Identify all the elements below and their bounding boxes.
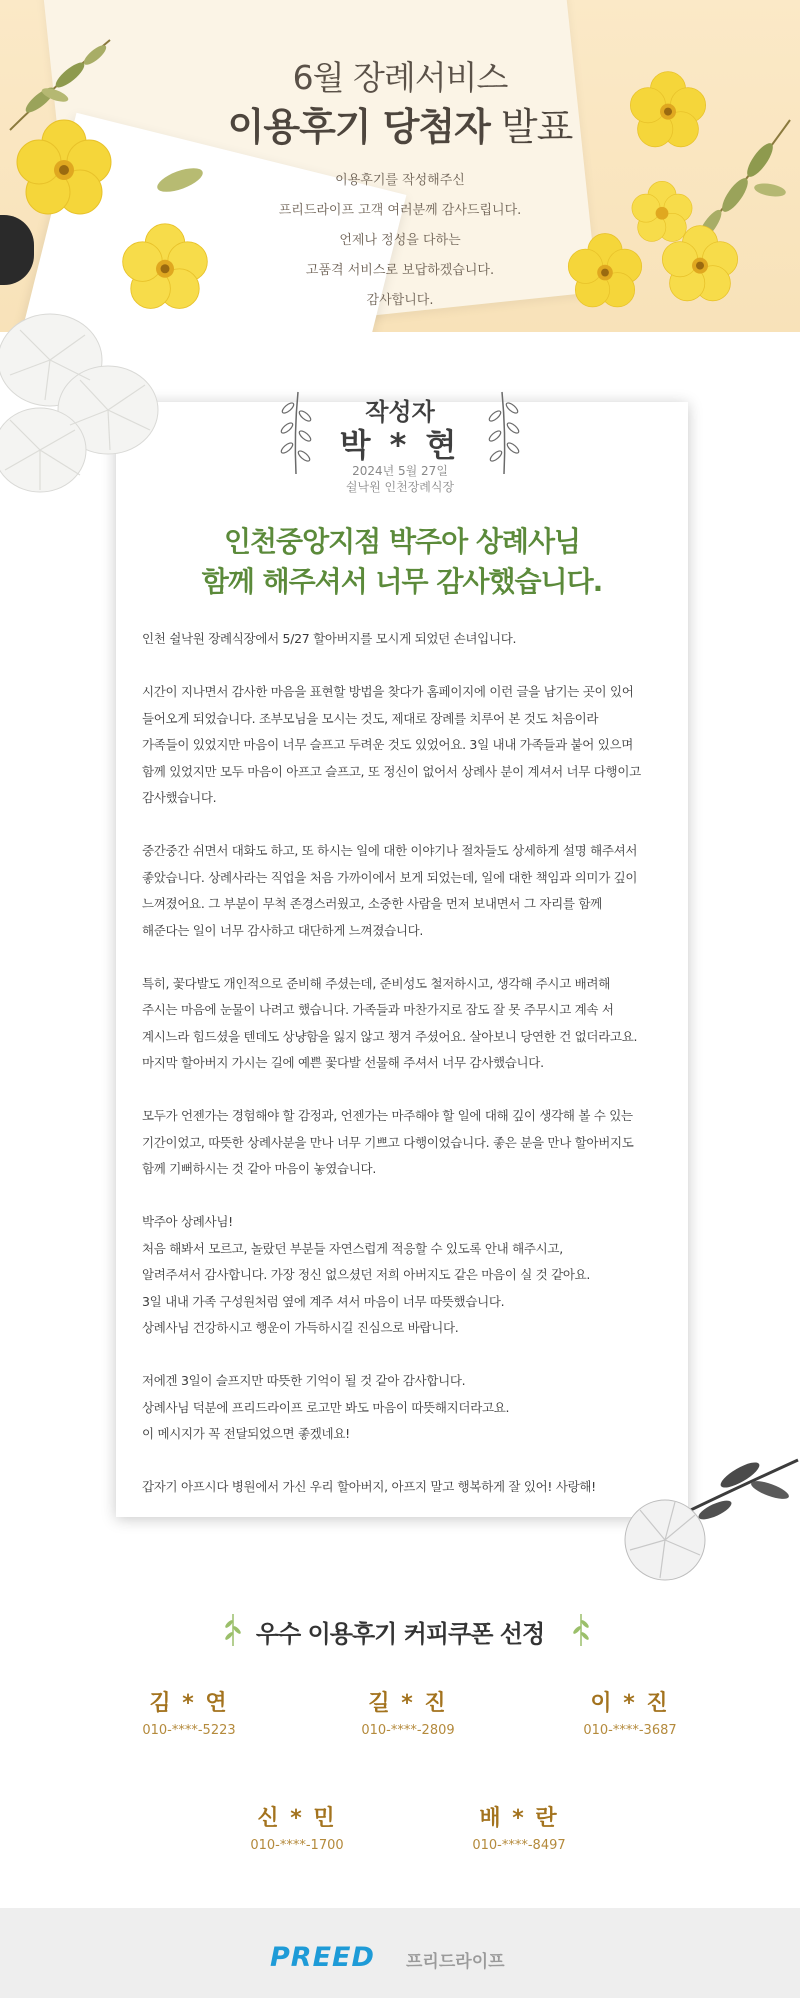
winner-name: 길 * 진 bbox=[368, 1691, 448, 1716]
winner-item bbox=[530, 1686, 730, 1738]
winner-item bbox=[89, 1686, 289, 1738]
writer-name: 박 * 현 bbox=[339, 426, 461, 464]
hero-message-line: 이용후기를 작성해주신 bbox=[335, 173, 465, 188]
winner-name: 김 * 연 bbox=[149, 1691, 229, 1716]
hero-title-line2 bbox=[0, 96, 800, 151]
headline-line1: 인천중앙지점 박주아 상례사님 bbox=[223, 525, 581, 558]
review-paragraph: 박주아 상례사님! 처음 해봐서 모르고, 놀랐던 부분들 자연스럽게 적응할 수 있도록 안내 해주시고, 알려주셔서 감사합니다. 가장 정신 없으셨던 저희 아버지도 같은 마음이 실 것 같아요. 3일 내내 가족 구성원처럼 옆에 계주 셔서 마음이 너무 따뜻했습니다. 상례사님 건강하시고 행운이 가득하시길 진심으로 바랍니다. bbox=[142, 1214, 591, 1335]
review-headline bbox=[116, 522, 688, 602]
hero-title-light: 발표 bbox=[489, 105, 573, 149]
winner-phone: 010-****-2809 bbox=[361, 1723, 455, 1738]
hero-message-line: 프리드라이프 고객 여러분께 감사드립니다. bbox=[278, 203, 522, 218]
review-meta bbox=[0, 463, 800, 495]
coupon-title: 우수 이용후기 커피쿠폰 선정 bbox=[255, 1620, 545, 1648]
chrysanthemum-branch-icon bbox=[620, 1440, 800, 1590]
hero-message-line: 감사합니다. bbox=[366, 293, 434, 308]
hero-message-line: 언제나 정성을 다하는 bbox=[339, 233, 461, 248]
logo-korean: 프리드라이프 bbox=[406, 1952, 505, 1972]
review-venue: 쉴낙원 인천장례식장 bbox=[345, 480, 455, 494]
headline-line2: 함께 해주셔서 너무 감사했습니다. bbox=[201, 565, 603, 598]
review-paragraph: 저에겐 3일이 슬프지만 따뜻한 기억이 될 것 같아 감사합니다. 상례사님 덕분에 프리드라이프 로고만 봐도 마음이 따뜻해지더라고요. 이 메시지가 꼭 전달되었으면 좋겠네요! bbox=[142, 1373, 510, 1441]
winner-name: 신 * 민 bbox=[257, 1806, 337, 1831]
hero-title-bold: 이용후기 당첨자 bbox=[227, 105, 490, 149]
review-paragraph: 인천 쉴낙원 장례식장에서 5/27 할아버지를 모시게 되었던 손녀입니다. bbox=[142, 631, 517, 646]
winner-phone: 010-****-8497 bbox=[472, 1838, 566, 1853]
review-paragraph: 중간중간 쉬면서 대화도 하고, 또 하시는 일에 대한 이야기나 절차들도 상세하게 설명 해주셔서 좋았습니다. 상례사라는 직업을 처음 가까이에서 보게 되었는데, 일에 대한 책임과 의미가 깊이 느껴졌어요. 그 부분이 무척 존경스러웠고, 소중한 사람을 먼저 보내면서 그 자리를 함께 해준다는 일이 너무 감사하고 대단하게 느껴졌습니다. bbox=[142, 843, 638, 938]
review-paragraph: 갑자기 아프시다 병원에서 가신 우리 할아버지, 아프지 말고 행복하게 잘 있어! 사랑해! bbox=[142, 1479, 596, 1494]
winner-phone: 010-****-5223 bbox=[142, 1723, 236, 1738]
review-paragraph: 모두가 언젠가는 경험해야 할 감정과, 언젠가는 마주해야 할 일에 대해 깊이 생각해 볼 수 있는 기간이었고, 따뜻한 상례사분을 만나 너무 기쁘고 다행이었습니다. 좋은 분을 만나 할아버지도 함께 기뻐하시는 것 같아 마음이 놓였습니다. bbox=[142, 1108, 634, 1176]
winner-item bbox=[419, 1801, 619, 1853]
hero-message bbox=[0, 166, 800, 316]
review-paragraph: 시간이 지나면서 감사한 마음을 표현할 방법을 찾다가 홈페이지에 이런 글을 남기는 곳이 있어 들어오게 되었습니다. 조부모님을 모시는 것도, 제대로 장례를 치루어 본 것도 처음이라 가족들이 있었지만 마음이 너무 슬프고 두려운 것도 있었어요. 3일 내내 가족들과 붙어 있으며 함께 있었지만 모두 마음이 아프고 슬프고, 또 정신이 없어서 상례사 분이 계셔서 너무 다행이고 감사했습니다. bbox=[142, 684, 641, 805]
review-date: 2024년 5월 27일 bbox=[352, 464, 448, 478]
hero-banner bbox=[0, 0, 800, 332]
winner-item bbox=[197, 1801, 397, 1853]
hero-message-line: 고품격 서비스로 보답하겠습니다. bbox=[305, 263, 495, 278]
hero-title-line1: 6월 장례서비스 bbox=[292, 58, 508, 97]
winner-phone: 010-****-3687 bbox=[583, 1723, 677, 1738]
review-body bbox=[142, 626, 670, 1527]
winner-item bbox=[308, 1686, 508, 1738]
winner-name: 배 * 란 bbox=[479, 1806, 559, 1831]
review-paragraph: 특히, 꽃다발도 개인적으로 준비해 주셨는데, 준비성도 철저하시고, 생각해 주시고 배려해 주시는 마음에 눈물이 나려고 했습니다. 가족들과 마찬가지로 잠도 잘 못 주무시고 계속 서 계시느라 힘드셨을 텐데도 상냥함을 잃지 않고 챙겨 주셨어요. 살아보니 당연한 건 없더라고요. 마지막 할아버지 가시는 길에 예쁜 꽃다발 선물해 주셔서 너무 감사했습니다. bbox=[142, 975, 638, 1070]
logo-wordmark: PREED bbox=[270, 1942, 375, 1973]
footer bbox=[0, 1908, 800, 1998]
writer-label: 작성자 bbox=[365, 398, 435, 426]
winner-phone: 010-****-1700 bbox=[250, 1838, 344, 1853]
winner-name: 이 * 진 bbox=[590, 1691, 670, 1716]
